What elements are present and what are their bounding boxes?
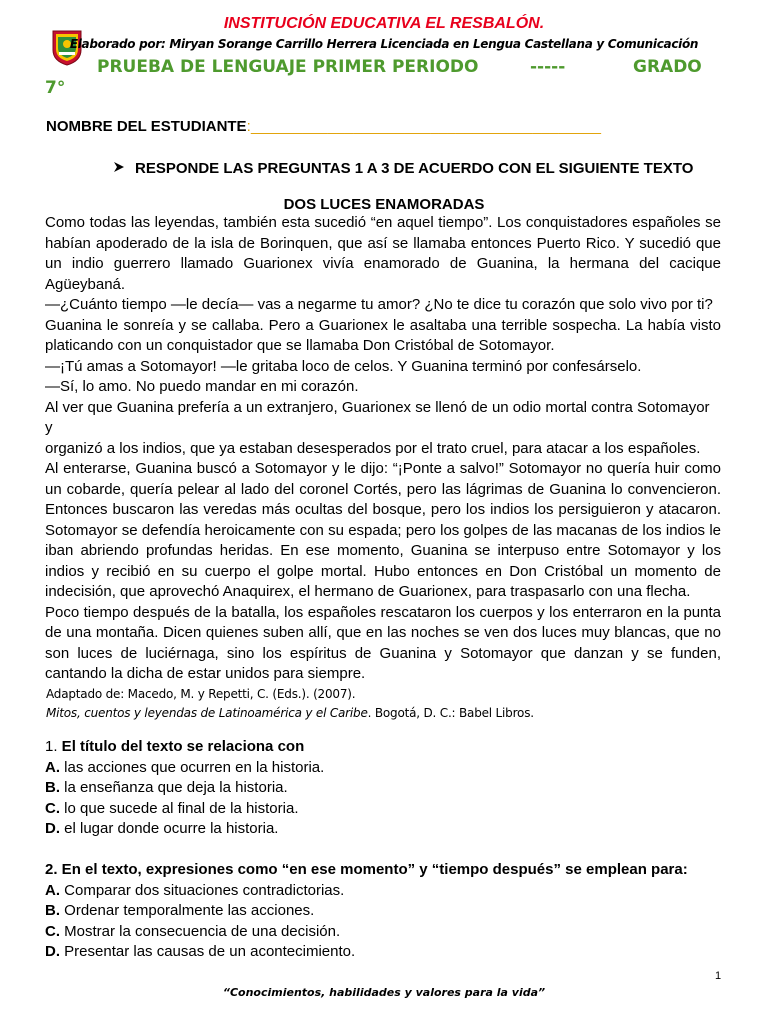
author-line: Elaborado por: Miryan Sorange Carrillo Herrera Licenciada en Lengua Castellana y Comunicación (69, 37, 699, 51)
title-separator: ----- (530, 57, 566, 77)
option-letter: C. (45, 799, 60, 817)
option-letter: D. (45, 820, 60, 837)
reading-paragraph: Al enterarse, Guanina buscó a Sotomayor y le dijo: “¡Ponte a salvo!” Sotomayor no quería huir como un cobarde, quería pelear al lado del coronel Cortés, pero las lágrimas de Guanina lo convencieron. Entonces buscaron las veredas más ocultas del bosque, pero los indios los persiguieron y atacaron. Sotomayor se defendía heroicamente con su espada; pero los golpes de las macanas de los indios le iban abriendo profundas heridas. En ese momento, Guanina se interpuso entre Sotomayor y los indios y recibió en su cuerpo el golpe mortal. Hubo entonces en Don Cristóbal un momento de indecisión, que aprovechó Anaquirex, el hermano de Guarionex, para traspasarlo con una flecha. (45, 460, 721, 600)
option-text: Comparar dos situaciones contradictorias. (60, 881, 345, 899)
student-name-line[interactable]: _________________________________________ (250, 118, 602, 135)
answer-option[interactable] (45, 881, 688, 902)
answer-option[interactable] (45, 778, 324, 799)
student-name-field (46, 118, 601, 135)
option-text: Mostrar la consecuencia de una decisión. (60, 922, 341, 940)
option-letter: D. (45, 943, 60, 960)
question-1 (45, 737, 324, 840)
reading-reference (46, 685, 534, 723)
option-letter: A. (45, 758, 60, 776)
option-text: lo que sucede al final de la historia. (60, 799, 299, 817)
reading-paragraph: —Sí, lo amo. No puedo mandar en mi corazón. (45, 378, 359, 395)
answer-option[interactable] (45, 799, 324, 820)
question-2 (45, 860, 688, 963)
option-letter: B. (45, 779, 60, 796)
question-number: 1. (45, 738, 58, 755)
question-number: 2. (45, 861, 58, 878)
reading-paragraph: Al ver que Guanina prefería a un extranjero, Guarionex se llenó de un odio mortal contra Sotomayor y (45, 398, 710, 436)
answer-option[interactable] (45, 942, 688, 963)
option-letter: B. (45, 902, 60, 919)
option-text: la enseñanza que deja la historia. (60, 779, 288, 796)
option-letter: C. (45, 922, 60, 940)
option-text: Presentar las causas de un acontecimiento. (60, 943, 356, 960)
reference-publisher: . Bogotá, D. C.: Babel Libros. (367, 706, 534, 720)
question-text: El título del texto se relaciona con (57, 738, 305, 755)
option-text: Ordenar temporalmente las acciones. (60, 902, 315, 919)
option-text: el lugar donde ocurre la historia. (60, 820, 279, 837)
reading-title: DOS LUCES ENAMORADAS (283, 196, 485, 213)
option-letter: A. (45, 881, 60, 899)
reading-paragraph: —¿Cuánto tiempo —le decía— vas a negarme tu amor? ¿No te dice tu corazón que solo vivo por ti? (45, 296, 713, 313)
grade-value: 7° (45, 78, 66, 98)
answer-option[interactable] (45, 819, 324, 840)
reference-line: Adaptado de: Macedo, M. y Repetti, C. (Eds.). (2007). (46, 687, 356, 701)
reading-paragraph: Como todas las leyendas, también esta sucedió “en aquel tiempo”. Los conquistadores españoles se habían apoderado de la isla de Borinquen, que así se llamaba entonces Puerto Rico. Y sucedió que un indio guerrero llamado Guarionex vivía enamorado de Guanina, la hermana del cacique Agüeybaná. (45, 214, 721, 293)
option-text: las acciones que ocurren en la historia. (60, 758, 325, 776)
institution-name: INSTITUCIÓN EDUCATIVA EL RESBALÓN. (223, 15, 545, 32)
reading-paragraph: —¡Tú amas a Sotomayor! —le gritaba loco de celos. Y Guanina terminó por confesárselo. (45, 357, 642, 375)
question-stem (45, 860, 688, 881)
reference-book (46, 704, 534, 723)
reading-paragraph: Guanina le sonreía y se callaba. Pero a Guarionex le asaltaba una terrible sospecha. La había visto platicando con un conquistador que se llamaba Don Cristóbal de Sotomayor. (45, 316, 721, 354)
question-text: En el texto, expresiones como “en ese momento” y “tiempo después” se emplean para: (57, 861, 688, 878)
reading-paragraph: organizó a los indios, que ya estaban desesperados por el trato cruel, para atacar a los españoles. (45, 439, 701, 457)
exam-title: PRUEBA DE LENGUAJE PRIMER PERIODO (97, 57, 479, 77)
answer-option[interactable] (45, 758, 324, 779)
arrow-bullet-icon (113, 161, 125, 176)
reading-text (45, 213, 721, 685)
reading-paragraph: Poco tiempo después de la batalla, los españoles rescataron los cuerpos y los enterraron en la punta de una montaña. Dicen quienes suben allí, que en las noches se ven dos luces muy blancas, que no son luces de luciérnaga, sino los espíritus de Guanina y Sotomayor que danzan y se funden, cantando la dicha de estar unidos para siempre. (45, 603, 721, 682)
footer-motto: “Conocimientos, habilidades y valores para la vida” (222, 986, 546, 999)
answer-option[interactable] (45, 901, 688, 922)
question-stem (45, 737, 324, 758)
student-name-label: NOMBRE DEL ESTUDIANTE (46, 118, 247, 135)
reference-book-title: Mitos, cuentos y leyendas de Latinoamérica y el Caribe (46, 706, 368, 720)
student-name-colon: : (246, 118, 251, 135)
answer-option[interactable] (45, 922, 688, 943)
instruction-heading: RESPONDE LAS PREGUNTAS 1 A 3 DE ACUERDO CON EL SIGUIENTE TEXTO (135, 160, 694, 177)
grade-label: GRADO (633, 57, 702, 77)
page-number: 1 (715, 970, 722, 982)
